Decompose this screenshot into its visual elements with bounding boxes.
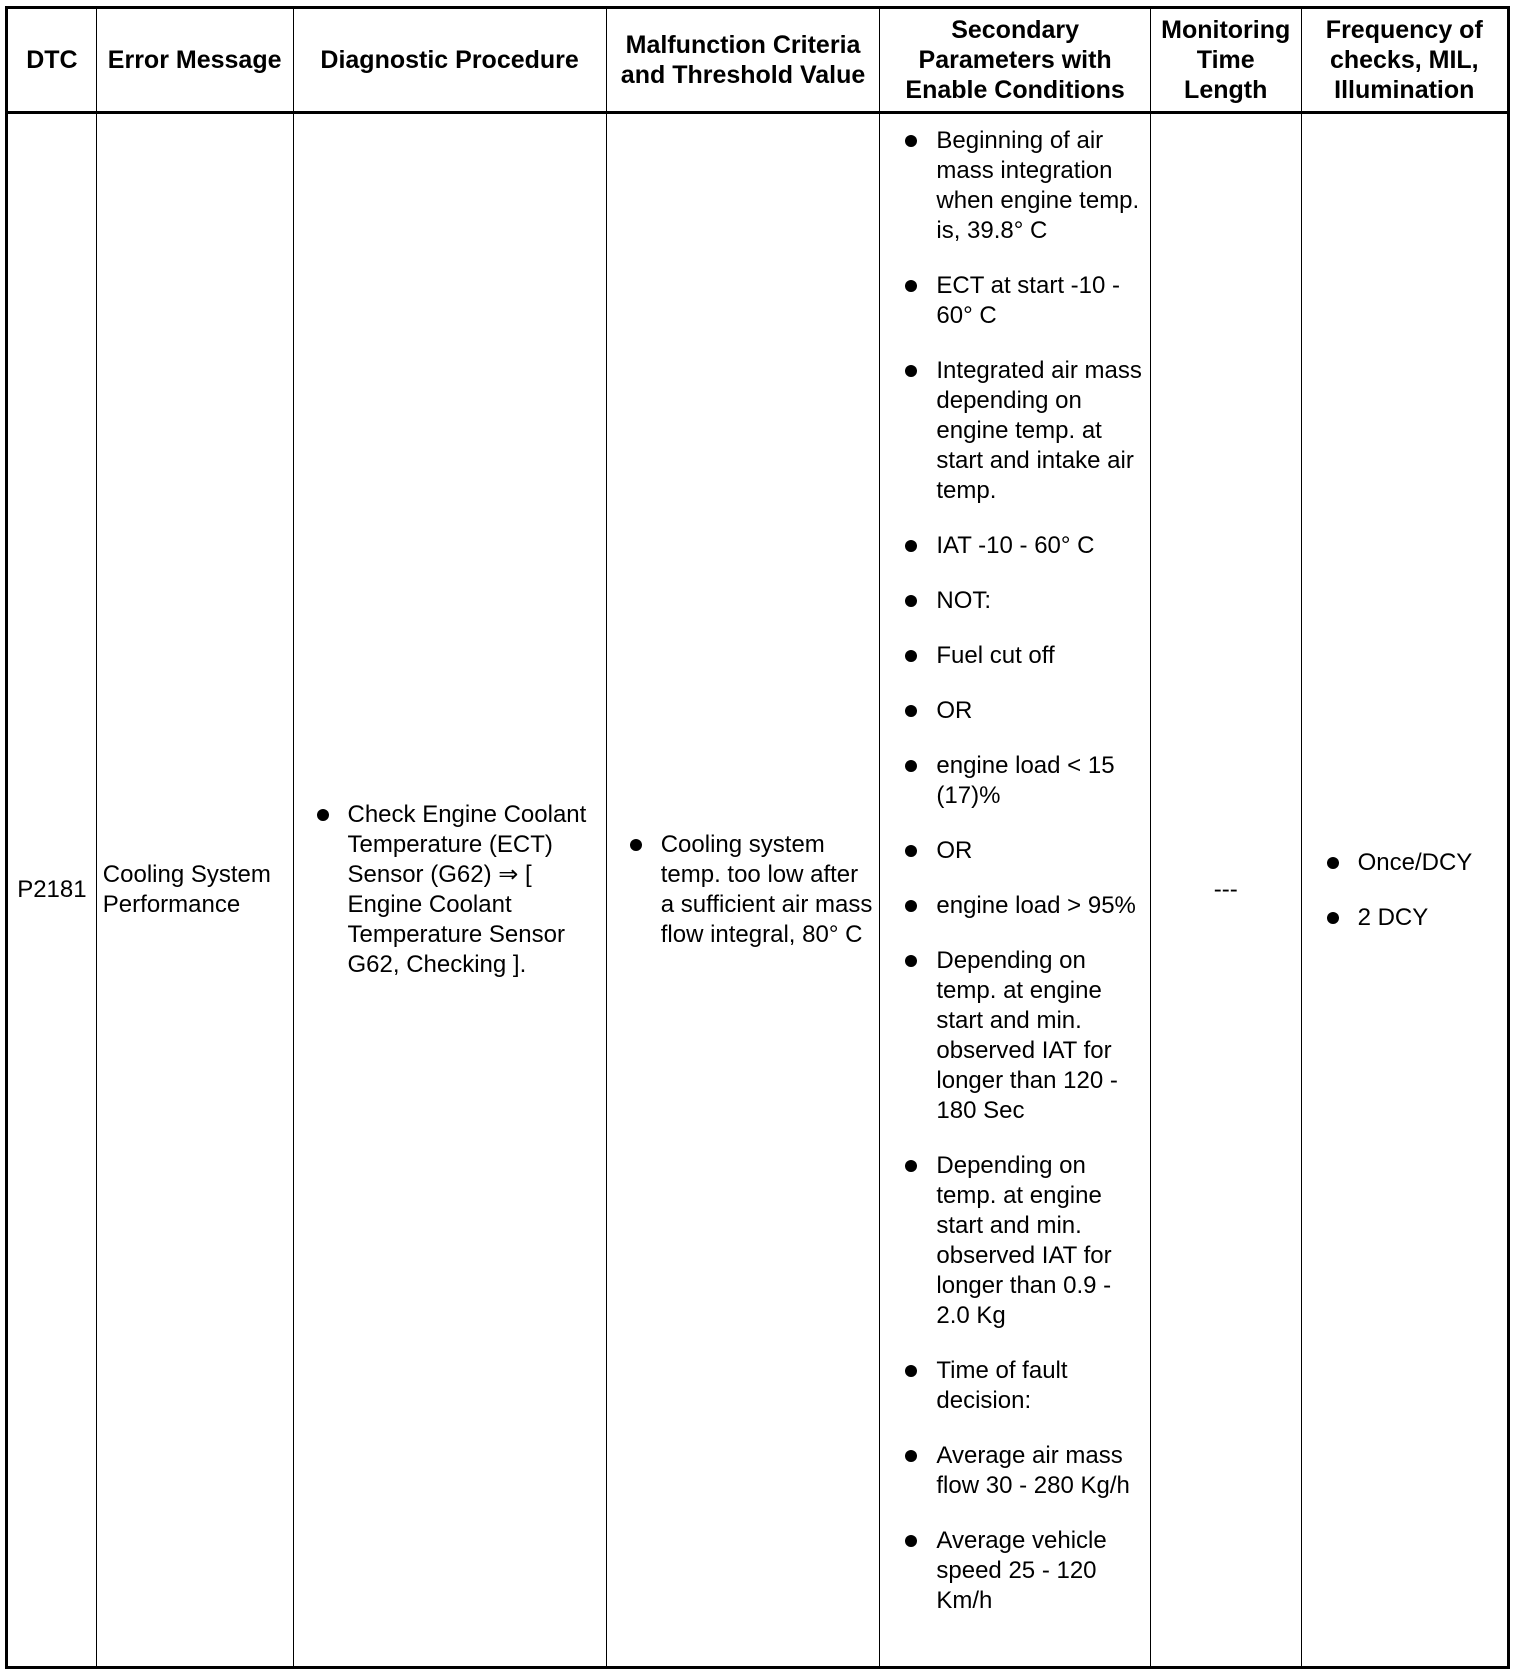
list-item: OR <box>902 696 1145 726</box>
list-item: Depending on temp. at engine start and min. observed IAT for longer than 0.9 - 2.0 Kg <box>902 1151 1145 1331</box>
error-message: Cooling System Performance <box>96 113 293 1668</box>
list-item: OR <box>902 836 1145 866</box>
secondary-parameters-list <box>902 126 1145 1616</box>
list-item: engine load < 15 (17)% <box>902 751 1145 811</box>
list-item: Average vehicle speed 25 - 120 Km/h <box>902 1526 1145 1616</box>
diagnostic-procedure-cell <box>293 113 606 1668</box>
list-item: Beginning of air mass integration when engine temp. is, 39.8° C <box>902 126 1145 246</box>
malfunction-criteria-list <box>627 830 874 950</box>
header-row <box>7 8 1509 113</box>
list-item: Integrated air mass depending on engine temp. at start and intake air temp. <box>902 356 1145 506</box>
header-frequency: Frequency of checks, MIL, Illumination <box>1301 8 1508 113</box>
header-diagnostic-procedure: Diagnostic Procedure <box>293 8 606 113</box>
header-monitoring-time: Monitoring Time Length <box>1150 8 1301 113</box>
dtc-code: P2181 <box>7 113 97 1668</box>
malfunction-criteria-cell <box>606 113 880 1668</box>
secondary-parameters-cell <box>880 113 1150 1668</box>
list-item: Time of fault decision: <box>902 1356 1145 1416</box>
monitoring-time: --- <box>1150 113 1301 1668</box>
dtc-table <box>5 6 1510 1669</box>
header-error-message: Error Message <box>96 8 293 113</box>
frequency-list <box>1324 848 1503 933</box>
list-item: Cooling system temp. too low after a sufficient air mass flow integral, 80° C <box>627 830 874 950</box>
diagnostic-procedure-list <box>314 800 600 980</box>
list-item: Fuel cut off <box>902 641 1145 671</box>
list-item: Average air mass flow 30 - 280 Kg/h <box>902 1441 1145 1501</box>
list-item: IAT -10 - 60° C <box>902 531 1145 561</box>
list-item: Once/DCY <box>1324 848 1503 878</box>
header-dtc: DTC <box>7 8 97 113</box>
frequency-cell <box>1301 113 1508 1668</box>
list-item: NOT: <box>902 586 1145 616</box>
list-item: ECT at start -10 - 60° C <box>902 271 1145 331</box>
list-item: Check Engine Coolant Temperature (ECT) Sensor (G62) ⇒ [ Engine Coolant Temperature Sensor G62, Checking ]. <box>314 800 600 980</box>
list-item: 2 DCY <box>1324 903 1503 933</box>
header-secondary-parameters: Secondary Parameters with Enable Conditions <box>880 8 1150 113</box>
list-item: engine load > 95% <box>902 891 1145 921</box>
list-item: Depending on temp. at engine start and min. observed IAT for longer than 120 - 180 Sec <box>902 946 1145 1126</box>
table-row <box>7 113 1509 1668</box>
header-malfunction-criteria: Malfunction Criteria and Threshold Value <box>606 8 880 113</box>
